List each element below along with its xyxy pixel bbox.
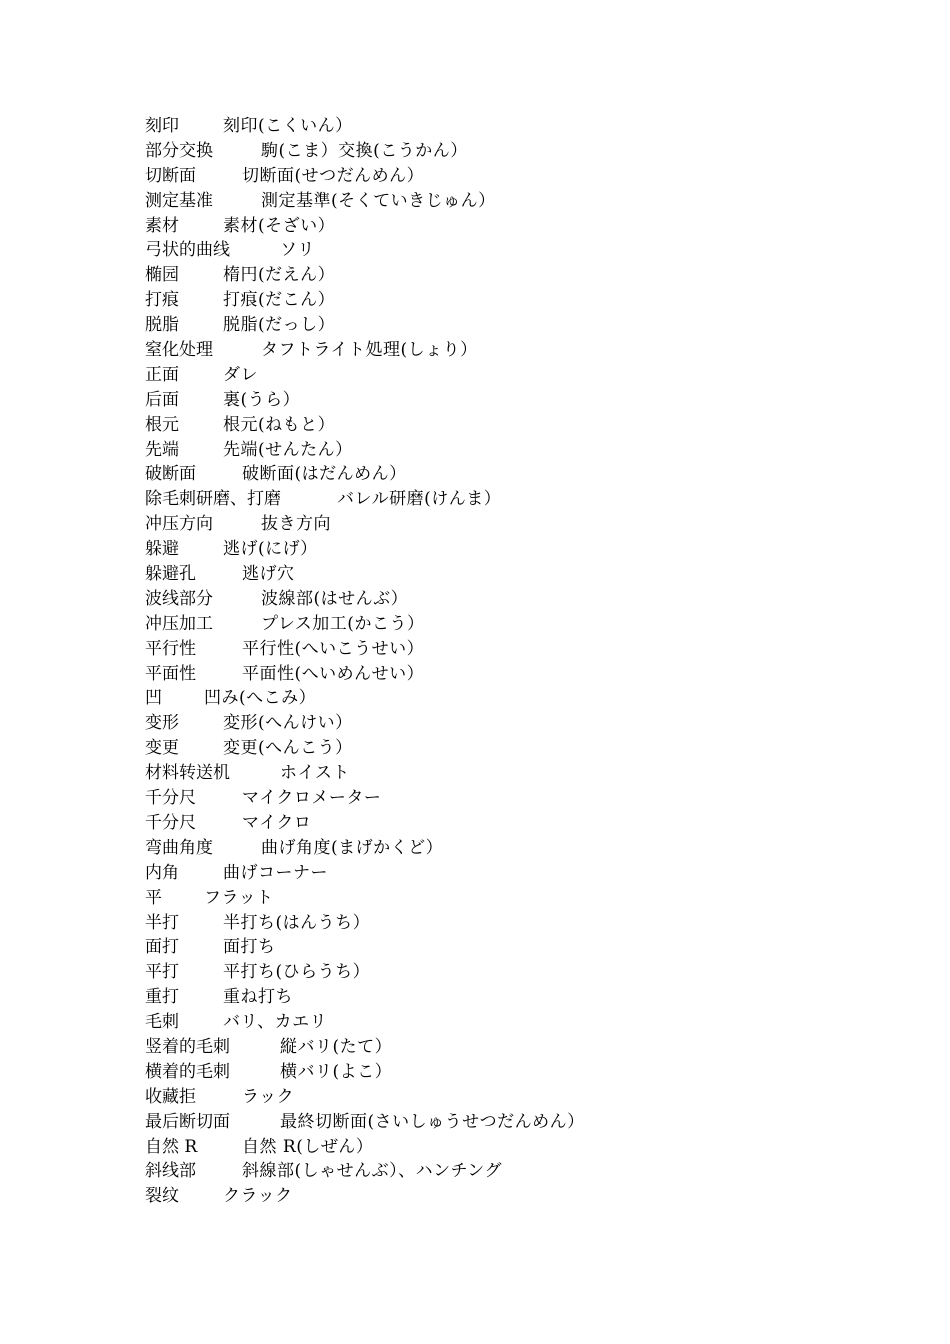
glossary-row: [145, 114, 905, 139]
chinese-term: 冲压方向: [145, 514, 213, 535]
glossary-row: [145, 1135, 905, 1160]
glossary-row: [145, 1035, 905, 1060]
chinese-term: 部分交换: [145, 140, 213, 161]
chinese-term: 打痕: [145, 290, 179, 311]
japanese-term: ラック: [242, 1086, 295, 1107]
term-glossary: [145, 114, 905, 1209]
japanese-term: 平行性(へいこうせい）: [242, 638, 425, 659]
chinese-term: 平: [145, 887, 162, 908]
chinese-term: 弯曲角度: [145, 837, 213, 858]
japanese-term: 先端(せんたん）: [223, 439, 353, 460]
glossary-row: [145, 363, 905, 388]
glossary-row: [145, 886, 905, 911]
japanese-term: 半打ち(はんうち）: [223, 912, 371, 933]
japanese-term: 楕円(だえん）: [223, 265, 336, 286]
glossary-row: [145, 338, 905, 363]
glossary-row: [145, 537, 905, 562]
glossary-row: [145, 786, 905, 811]
japanese-term: ソリ: [280, 240, 315, 261]
glossary-row: [145, 164, 905, 189]
japanese-term: 素材(そざい）: [223, 215, 336, 236]
chinese-term: 重打: [145, 987, 179, 1008]
glossary-row: [145, 612, 905, 637]
glossary-row: [145, 487, 905, 512]
japanese-term: 打痕(だこん）: [223, 290, 336, 311]
glossary-row: [145, 960, 905, 985]
chinese-term: 凹: [145, 688, 162, 709]
chinese-term: 平打: [145, 962, 179, 983]
chinese-term: 波线部分: [145, 588, 213, 609]
chinese-term: 躲避: [145, 539, 179, 560]
glossary-row: [145, 587, 905, 612]
chinese-term: 除毛刺研磨、打磨: [145, 489, 281, 510]
glossary-row: [145, 1010, 905, 1035]
japanese-term: 波線部(はせんぶ）: [261, 588, 409, 609]
chinese-term: 破断面: [145, 464, 196, 485]
japanese-term: マイクロメーター: [242, 788, 382, 809]
chinese-term: 斜线部: [145, 1161, 196, 1182]
japanese-term: バレル研磨(けんま）: [337, 489, 502, 510]
japanese-term: 最終切断面(さいしゅうせつだんめん）: [280, 1111, 585, 1132]
japanese-term: 自然 R(しぜん）: [242, 1136, 374, 1157]
chinese-term: 千分尺: [145, 812, 196, 833]
japanese-term: 平面性(へいめんせい）: [242, 663, 425, 684]
glossary-row: [145, 462, 905, 487]
chinese-term: 最后断切面: [145, 1111, 230, 1132]
japanese-term: 横バリ(よこ）: [280, 1061, 393, 1082]
chinese-term: 变更: [145, 738, 179, 759]
chinese-term: 后面: [145, 389, 179, 410]
chinese-term: 毛刺: [145, 1012, 179, 1033]
glossary-row: [145, 811, 905, 836]
chinese-term: 脱脂: [145, 315, 179, 336]
japanese-term: バリ、カエリ: [223, 1012, 328, 1033]
japanese-term: タフトライト処理(しょり）: [261, 340, 478, 361]
japanese-term: 刻印(こくいん）: [223, 116, 353, 136]
japanese-term: マイクロ: [242, 812, 312, 833]
japanese-term: 逃げ穴: [242, 564, 295, 585]
japanese-term: 裏(うら）: [223, 389, 301, 410]
japanese-term: 曲げコーナー: [223, 862, 328, 883]
glossary-row: [145, 388, 905, 413]
glossary-row: [145, 686, 905, 711]
japanese-term: 重ね打ち: [223, 987, 293, 1008]
japanese-term: 根元(ねもと）: [223, 414, 336, 435]
chinese-term: 半打: [145, 912, 179, 933]
glossary-row: [145, 1184, 905, 1209]
japanese-term: 駒(こま）交換(こうかん）: [261, 140, 468, 161]
glossary-row: [145, 263, 905, 288]
chinese-term: 测定基准: [145, 190, 213, 211]
chinese-term: 躲避孔: [145, 564, 196, 585]
chinese-term: 弓状的曲线: [145, 240, 230, 261]
glossary-row: [145, 189, 905, 214]
chinese-term: 变形: [145, 713, 179, 734]
glossary-row: [145, 711, 905, 736]
japanese-term: 変形(へんけい）: [223, 713, 353, 734]
chinese-term: 刻印: [145, 116, 179, 136]
japanese-term: 平打ち(ひらうち）: [223, 962, 371, 983]
japanese-term: 抜き方向: [261, 514, 331, 535]
japanese-term: ダレ: [223, 364, 258, 385]
chinese-term: 冲压加工: [145, 613, 213, 634]
chinese-term: 收藏拒: [145, 1086, 196, 1107]
chinese-term: 素材: [145, 215, 179, 236]
chinese-term: 椭园: [145, 265, 179, 286]
japanese-term: 斜線部(しゃせんぶ）、ハンチング: [242, 1161, 502, 1182]
chinese-term: 竖着的毛刺: [145, 1036, 230, 1057]
glossary-row: [145, 214, 905, 239]
glossary-row: [145, 1110, 905, 1135]
japanese-term: 破断面(はだんめん）: [242, 464, 407, 485]
japanese-term: 変更(へんこう）: [223, 738, 353, 759]
glossary-row: [145, 637, 905, 662]
chinese-term: 横着的毛刺: [145, 1061, 230, 1082]
chinese-term: 根元: [145, 414, 179, 435]
glossary-row: [145, 562, 905, 587]
japanese-term: プレス加工(かこう）: [261, 613, 425, 634]
glossary-row: [145, 761, 905, 786]
glossary-row: [145, 861, 905, 886]
chinese-term: 先端: [145, 439, 179, 460]
glossary-row: [145, 911, 905, 936]
chinese-term: 窒化处理: [145, 340, 213, 361]
glossary-row: [145, 1085, 905, 1110]
glossary-row: [145, 985, 905, 1010]
glossary-row: [145, 288, 905, 313]
chinese-term: 千分尺: [145, 788, 196, 809]
japanese-term: ホイスト: [280, 763, 350, 784]
japanese-term: 面打ち: [223, 937, 276, 958]
chinese-term: 切断面: [145, 165, 196, 186]
chinese-term: 内角: [145, 862, 179, 883]
chinese-term: 平面性: [145, 663, 196, 684]
japanese-term: フラット: [204, 887, 274, 908]
glossary-row: [145, 238, 905, 263]
glossary-row: [145, 935, 905, 960]
japanese-term: 逃げ(にげ）: [223, 539, 318, 560]
chinese-term: 自然 R: [145, 1136, 198, 1157]
glossary-row: [145, 836, 905, 861]
glossary-row: [145, 736, 905, 761]
chinese-term: 面打: [145, 937, 179, 958]
japanese-term: 測定基準(そくていきじゅん）: [261, 190, 496, 211]
glossary-row: [145, 662, 905, 687]
glossary-row: [145, 438, 905, 463]
glossary-row: [145, 139, 905, 164]
japanese-term: 凹み(へこみ）: [204, 688, 317, 709]
japanese-term: 脱脂(だっし）: [223, 315, 336, 336]
chinese-term: 裂纹: [145, 1186, 179, 1207]
glossary-row: [145, 1060, 905, 1085]
glossary-row: [145, 512, 905, 537]
chinese-term: 平行性: [145, 638, 196, 659]
japanese-term: 曲げ角度(まげかくど）: [261, 837, 444, 858]
chinese-term: 正面: [145, 364, 179, 385]
chinese-term: 材料转送机: [145, 763, 230, 784]
japanese-term: 縦バリ(たて）: [280, 1036, 393, 1057]
glossary-row: [145, 313, 905, 338]
glossary-row: [145, 413, 905, 438]
glossary-row: [145, 1159, 905, 1184]
japanese-term: クラック: [223, 1186, 293, 1207]
japanese-term: 切断面(せつだんめん）: [242, 165, 425, 186]
